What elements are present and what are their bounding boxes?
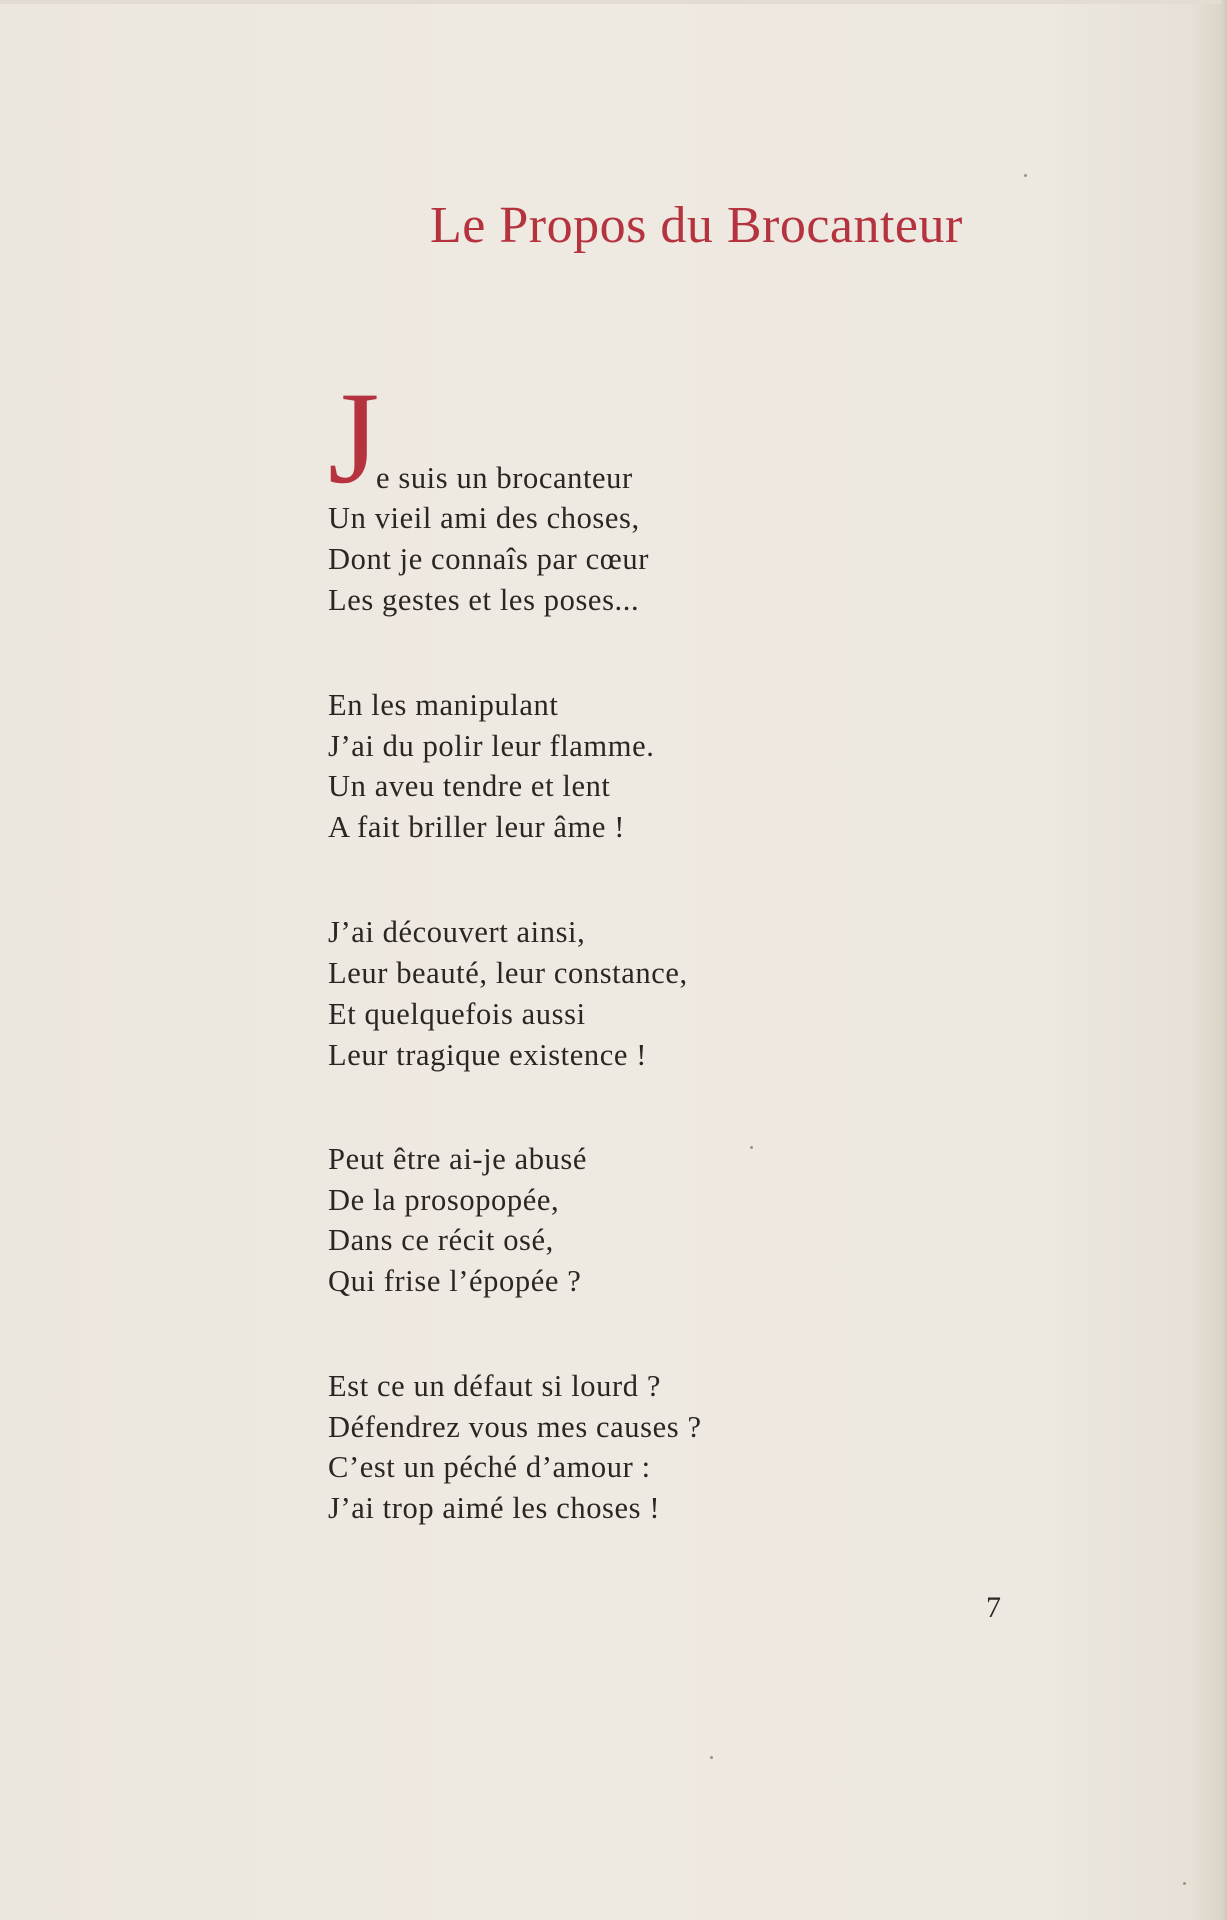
poem-line: Dont je connaîs par cœur <box>328 542 649 576</box>
poem-line: Qui frise l’épopée ? <box>328 1264 582 1298</box>
poem-title: Le Propos du Brocanteur <box>430 197 963 254</box>
paper-speck <box>710 1756 713 1759</box>
poem-line: J’ai du polir leur flamme. <box>328 729 655 763</box>
poem-line: J’ai trop aimé les choses ! <box>328 1491 661 1525</box>
poem-line: C’est un péché d’amour : <box>328 1450 651 1484</box>
poem-line: Est ce un défaut si lourd ? <box>328 1369 661 1403</box>
poem-line: Défendrez vous mes causes ? <box>328 1410 702 1444</box>
page-number: 7 <box>986 1591 1001 1624</box>
drop-cap: J <box>328 364 380 511</box>
paper-speck <box>1183 1882 1186 1885</box>
poem-line: Et quelquefois aussi <box>328 997 586 1031</box>
poem-line: Leur beauté, leur constance, <box>328 956 688 990</box>
poem-line: Leur tragique existence ! <box>328 1038 648 1072</box>
poem-line: Un aveu tendre et lent <box>328 769 611 803</box>
paper-speck <box>1024 174 1027 177</box>
poem-line: Dans ce récit osé, <box>328 1223 554 1257</box>
first-line-remainder: e suis un brocanteur <box>376 461 633 495</box>
poem-line: Peut être ai-je abusé <box>328 1142 588 1176</box>
page-top-edge <box>0 0 1227 4</box>
paper-speck <box>750 1146 753 1149</box>
poem-line: A fait briller leur âme ! <box>328 810 626 844</box>
poem-line: En les manipulant <box>328 688 559 722</box>
poem-line: Un vieil ami des choses, <box>328 501 640 535</box>
poem-line: Les gestes et les poses... <box>328 583 640 617</box>
poem-line: De la prosopopée, <box>328 1183 560 1217</box>
page-right-edge <box>1221 0 1227 1920</box>
poem-line: J’ai découvert ainsi, <box>328 915 586 949</box>
